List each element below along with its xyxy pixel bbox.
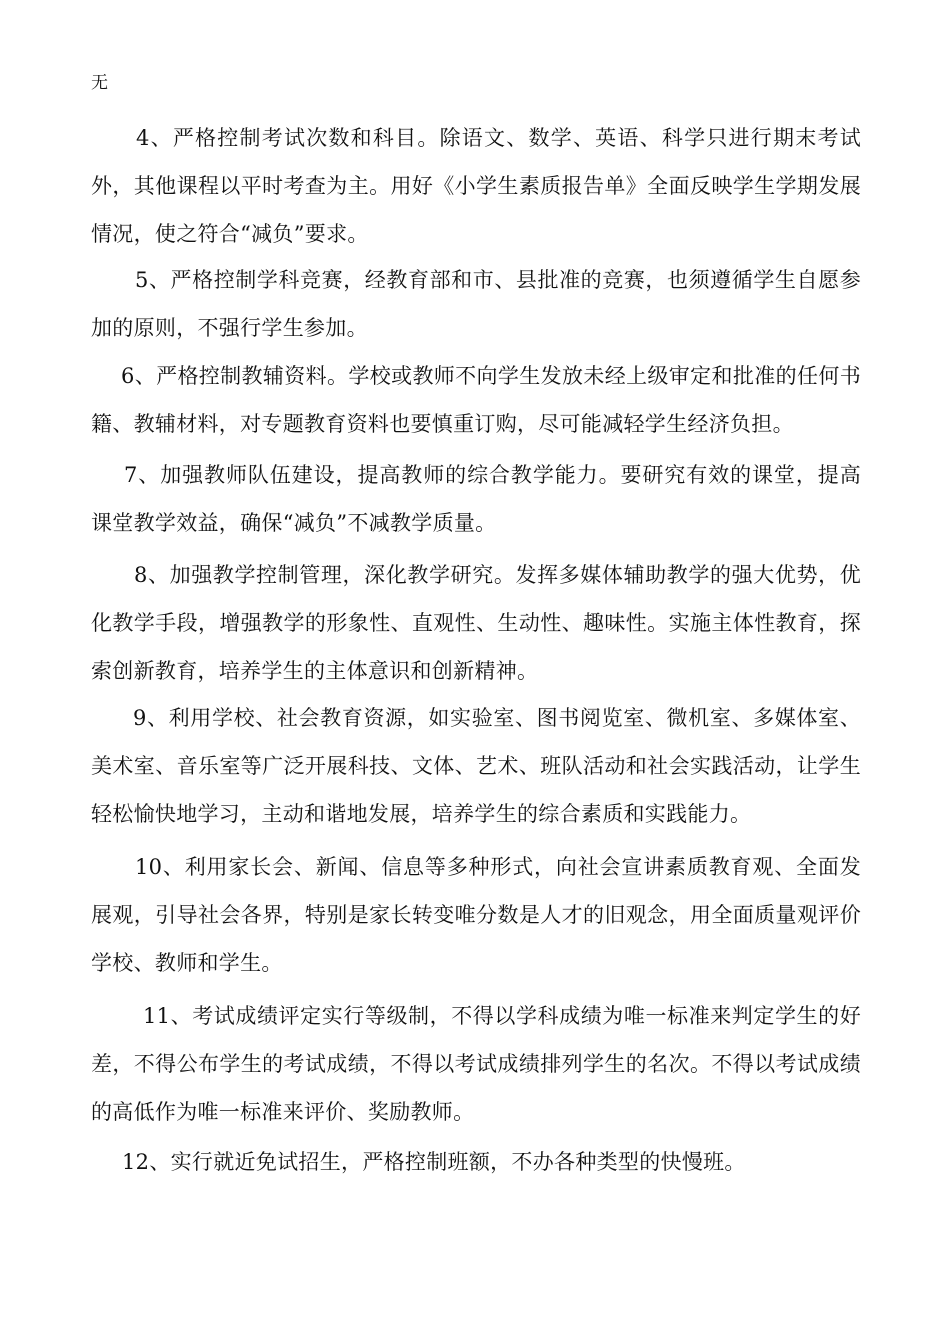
paragraph-item-7: 7、加强教师队伍建设，提高教师的综合教学能力。要研究有效的课堂，提高课堂教学效益，确保“减负”不减教学质量。 bbox=[91, 463, 861, 535]
paragraph-item-4: 4、严格控制考试次数和科目。除语文、数学、英语、科学只进行期末考试外，其他课程以平时考查为主。用好《小学生素质报告单》全面反映学生学期发展情况，使之符合“减负”要求。 bbox=[91, 126, 861, 246]
paragraph-item-9: 9、利用学校、社会教育资源，如实验室、图书阅览室、微机室、多媒体室、美术室、音乐室等广泛开展科技、文体、艺术、班队活动和社会实践活动，让学生轻松愉快地学习，主动和谐地发展，培养学生的综合素质和实践能力。 bbox=[91, 706, 861, 826]
paragraph-item-5: 5、严格控制学科竞赛，经教育部和市、县批准的竞赛，也须遵循学生自愿参加的原则，不强行学生参加。 bbox=[91, 268, 861, 340]
paragraph-item-12: 12、实行就近免试招生，严格控制班额，不办各种类型的快慢班。 bbox=[122, 1150, 746, 1174]
page-header-text: 无 bbox=[91, 73, 108, 93]
paragraph-item-11: 11、考试成绩评定实行等级制，不得以学科成绩为唯一标准来判定学生的好差，不得公布学生的考试成绩，不得以考试成绩排列学生的名次。不得以考试成绩的高低作为唯一标准来评价、奖励教师。 bbox=[91, 1004, 861, 1124]
paragraph-item-6: 6、严格控制教辅资料。学校或教师不向学生发放未经上级审定和批准的任何书籍、教辅材料，对专题教育资料也要慎重订购，尽可能减轻学生经济负担。 bbox=[91, 364, 861, 436]
paragraph-item-8: 8、加强教学控制管理，深化教学研究。发挥多媒体辅助教学的强大优势，优化教学手段，增强教学的形象性、直观性、生动性、趣味性。实施主体性教育，探索创新教育，培养学生的主体意识和创新精神。 bbox=[91, 563, 861, 683]
paragraph-item-10: 10、利用家长会、新闻、信息等多种形式，向社会宣讲素质教育观、全面发展观，引导社会各界，特别是家长转变唯分数是人才的旧观念，用全面质量观评价学校、教师和学生。 bbox=[91, 855, 861, 975]
